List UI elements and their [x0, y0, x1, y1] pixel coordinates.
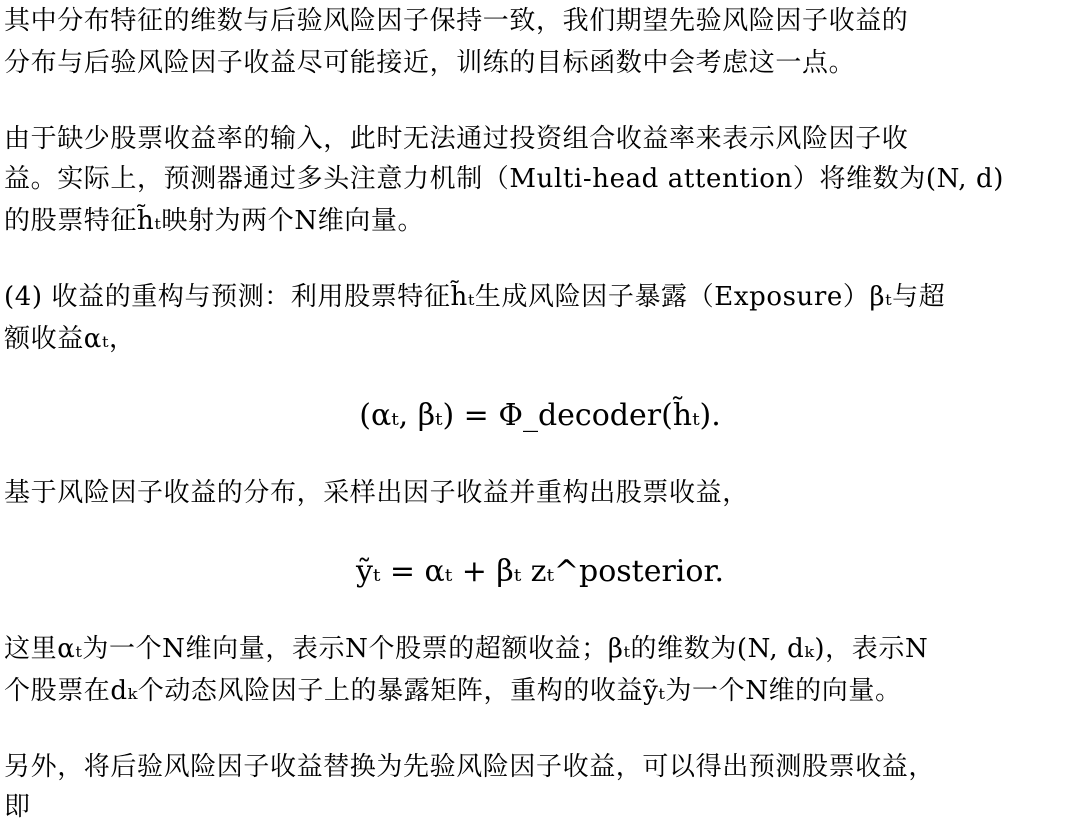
paragraph-6-line-1: 另外，将后验风险因子收益替换为先验风险因子收益，可以得出预测股票收益，	[4, 752, 936, 782]
paragraph-3-line-1: (4) 收益的重构与预测：利用股票特征h̃ₜ生成风险因子暴露（Exposure）βₜ与超	[4, 282, 946, 312]
paragraph-1-line-2: 分布与后验风险因子收益尽可能接近，训练的目标函数中会考虑这一点。	[4, 48, 856, 78]
paragraph-2-line-2: 益。实际上，预测器通过多头注意力机制（Multi-head attention）将维数为(N, d)	[4, 164, 1005, 194]
paragraph-1-line-1: 其中分布特征的维数与后验风险因子保持一致，我们期望先验风险因子收益的	[4, 6, 909, 36]
paragraph-2-line-1: 由于缺少股票收益率的输入，此时无法通过投资组合收益率来表示风险因子收	[4, 124, 909, 154]
paragraph-6-line-2: 即	[4, 792, 31, 822]
equation-reconstruction: ỹₜ = αₜ + βₜ zₜ^posterior.	[355, 554, 725, 589]
paragraph-4-line-1: 基于风险因子收益的分布，采样出因子收益并重构出股票收益，	[4, 478, 749, 508]
paragraph-5-line-1: 这里αₜ为一个N维向量，表示N个股票的超额收益；βₜ的维数为(N, dₖ)，表示N	[4, 634, 929, 664]
paragraph-5-line-2: 个股票在dₖ个动态风险因子上的暴露矩阵，重构的收益ỹₜ为一个N维的向量。	[4, 676, 902, 706]
equation-decoder: (αₜ, βₜ) = Φ_decoder(h̃ₜ).	[359, 398, 721, 433]
paragraph-2-line-3: 的股票特征h̃ₜ映射为两个N维向量。	[4, 206, 425, 236]
paragraph-3-line-2: 额收益αₜ，	[4, 324, 136, 354]
